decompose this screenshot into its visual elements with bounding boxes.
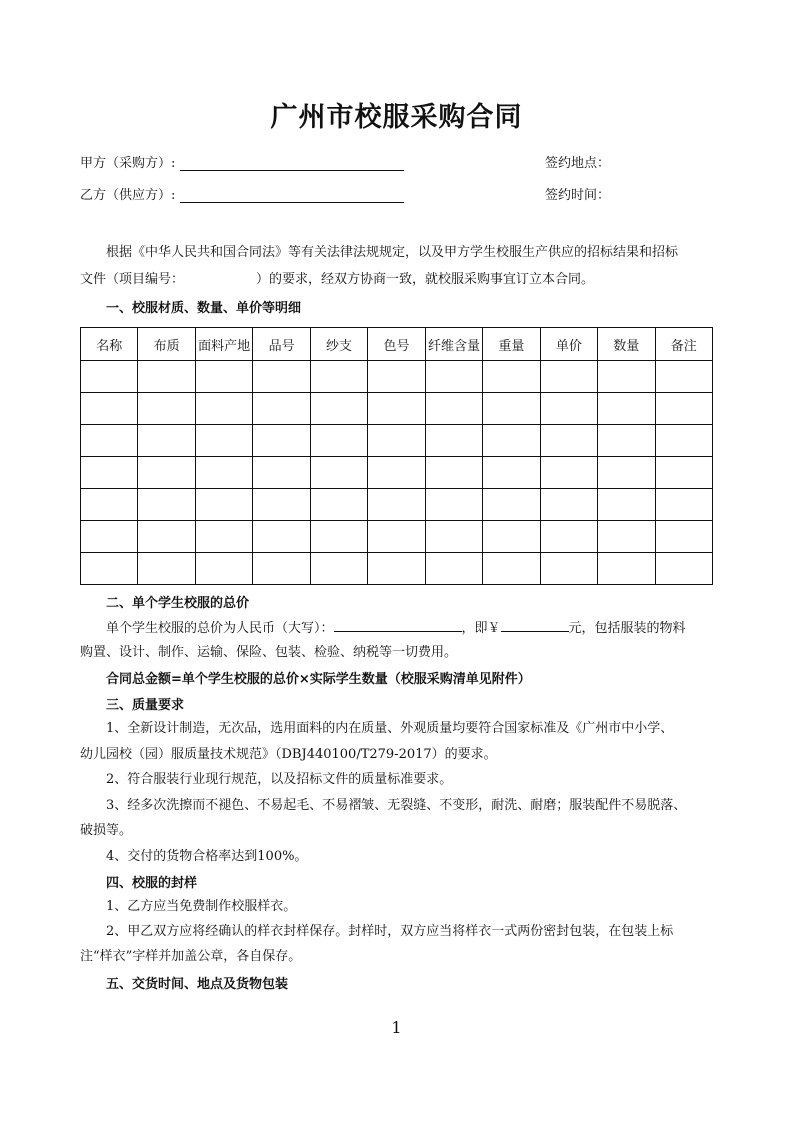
- table-cell[interactable]: [540, 425, 597, 457]
- price-line-1-c: 元，包括服装的物料: [568, 621, 686, 636]
- quality-item-2: 2、符合服装行业现行规范，以及招标文件的质量标准要求。: [106, 772, 453, 787]
- price-line-2: 购置、设计、制作、运输、保险、包装、检验、纳税等一切费用。: [80, 645, 458, 660]
- party-b-blank-line[interactable]: [180, 202, 404, 203]
- table-cell[interactable]: [425, 553, 482, 585]
- table-cell[interactable]: [253, 425, 310, 457]
- page-number: 1: [391, 1018, 402, 1037]
- price-line-1: [106, 617, 686, 639]
- table-cell[interactable]: [483, 393, 540, 425]
- table-cell[interactable]: [540, 521, 597, 553]
- table-cell[interactable]: [138, 553, 195, 585]
- table-row: [81, 361, 713, 393]
- quality-item-1b: 幼儿园校（园）服质量技术规范》（DBJ440100/T279-2017）的要求。: [80, 747, 497, 762]
- section-4-heading: 四、校服的封样: [106, 876, 198, 891]
- table-cell[interactable]: [310, 521, 367, 553]
- party-a-label: 甲方（采购方）:: [80, 156, 176, 171]
- table-cell[interactable]: [655, 457, 712, 489]
- table-cell[interactable]: [138, 521, 195, 553]
- table-cell[interactable]: [81, 361, 138, 393]
- table-cell[interactable]: [483, 553, 540, 585]
- col-header: 纱支: [310, 328, 367, 361]
- party-a-blank-line[interactable]: [180, 170, 404, 171]
- table-cell[interactable]: [195, 553, 252, 585]
- table-cell[interactable]: [540, 393, 597, 425]
- table-cell[interactable]: [195, 457, 252, 489]
- table-cell[interactable]: [425, 521, 482, 553]
- table-cell[interactable]: [598, 361, 655, 393]
- table-header-row: [81, 328, 713, 361]
- table-row: [81, 489, 713, 521]
- quality-item-1a: 1、全新设计制造，无次品，选用面料的内在质量、外观质量均要符合国家标准及《广州市中小学、: [106, 721, 674, 736]
- table-cell[interactable]: [483, 521, 540, 553]
- table-cell[interactable]: [81, 393, 138, 425]
- col-header: 布质: [138, 328, 195, 361]
- table-cell[interactable]: [253, 457, 310, 489]
- table-cell[interactable]: [195, 361, 252, 393]
- table-cell[interactable]: [483, 425, 540, 457]
- table-cell[interactable]: [655, 425, 712, 457]
- section-2-heading: 二、单个学生校服的总价: [106, 596, 250, 611]
- col-header: 色号: [368, 328, 425, 361]
- table-cell[interactable]: [540, 457, 597, 489]
- section-1-heading: 一、校服材质、数量、单价等明细: [106, 301, 302, 316]
- spec-table: [80, 327, 713, 585]
- total-amount-line: 合同总金额=单个学生校服的总价×实际学生数量（校服采购清单见附件）: [106, 672, 531, 687]
- table-cell[interactable]: [253, 393, 310, 425]
- table-cell[interactable]: [598, 425, 655, 457]
- table-cell[interactable]: [425, 425, 482, 457]
- intro-line-2-b: ）的要求，经双方协商一致，就校服采购事宜订立本合同。: [256, 272, 595, 287]
- table-body: [81, 361, 713, 585]
- table-cell[interactable]: [195, 393, 252, 425]
- table-cell[interactable]: [368, 521, 425, 553]
- table-cell[interactable]: [310, 553, 367, 585]
- col-header: 品号: [253, 328, 310, 361]
- table-cell[interactable]: [138, 457, 195, 489]
- section-3-heading: 三、质量要求: [106, 698, 185, 713]
- sample-item-2a: 2、甲乙双方应将经确认的样衣封样保存。封样时，双方应当将样衣一式两份密封包装，在包装上标: [106, 924, 674, 939]
- price-number-blank[interactable]: [501, 617, 569, 632]
- table-cell[interactable]: [81, 425, 138, 457]
- table-cell[interactable]: [368, 553, 425, 585]
- quality-item-3a: 3、经多次洗擦而不褪色、不易起毛、不易褶皱、无裂缝、不变形，耐洗、耐磨；服装配件不易脱落、: [106, 798, 687, 813]
- table-cell[interactable]: [310, 425, 367, 457]
- intro-line-2: [80, 270, 594, 290]
- table-cell[interactable]: [195, 489, 252, 521]
- table-cell[interactable]: [483, 361, 540, 393]
- intro-line-2-a: 文件（项目编号：: [80, 272, 185, 287]
- table-cell[interactable]: [81, 457, 138, 489]
- col-header: 单价: [540, 328, 597, 361]
- col-header: 纤维含量: [425, 328, 482, 361]
- table-cell[interactable]: [310, 361, 367, 393]
- table-cell[interactable]: [655, 393, 712, 425]
- table-cell[interactable]: [138, 489, 195, 521]
- table-cell[interactable]: [81, 489, 138, 521]
- table-cell[interactable]: [253, 361, 310, 393]
- table-cell[interactable]: [598, 457, 655, 489]
- table-cell[interactable]: [310, 457, 367, 489]
- table-cell[interactable]: [540, 553, 597, 585]
- table-cell[interactable]: [598, 489, 655, 521]
- table-cell[interactable]: [655, 489, 712, 521]
- table-cell[interactable]: [368, 393, 425, 425]
- table-cell[interactable]: [598, 553, 655, 585]
- table-cell[interactable]: [655, 361, 712, 393]
- table-cell[interactable]: [540, 489, 597, 521]
- table-row: [81, 521, 713, 553]
- table-cell[interactable]: [253, 521, 310, 553]
- table-cell[interactable]: [138, 425, 195, 457]
- col-header: 备注: [655, 328, 712, 361]
- table-cell[interactable]: [81, 553, 138, 585]
- table-row: [81, 393, 713, 425]
- table-cell[interactable]: [425, 393, 482, 425]
- table-cell[interactable]: [655, 553, 712, 585]
- price-line-1-a: 单个学生校服的总价为人民币（大写）：: [106, 621, 334, 636]
- quality-item-3b: 破损等。: [80, 823, 133, 838]
- table-cell[interactable]: [368, 425, 425, 457]
- price-line-1-b: ，即￥: [461, 621, 501, 636]
- table-cell[interactable]: [483, 489, 540, 521]
- sign-place-label: 签约地点：: [545, 156, 611, 171]
- table-cell[interactable]: [195, 425, 252, 457]
- col-header: 名称: [81, 328, 138, 361]
- table-cell[interactable]: [598, 393, 655, 425]
- table-cell[interactable]: [81, 521, 138, 553]
- table-cell[interactable]: [138, 393, 195, 425]
- table-cell[interactable]: [368, 489, 425, 521]
- table-cell[interactable]: [425, 489, 482, 521]
- table-cell[interactable]: [483, 457, 540, 489]
- col-header: 面料产地: [195, 328, 252, 361]
- col-header: 重量: [483, 328, 540, 361]
- table-cell[interactable]: [310, 489, 367, 521]
- contract-title: 广州市校服采购合同: [270, 102, 523, 133]
- table-cell[interactable]: [655, 521, 712, 553]
- party-b-row: [80, 186, 175, 206]
- sign-time-label: 签约时间：: [545, 188, 611, 203]
- table-cell[interactable]: [310, 393, 367, 425]
- table-cell[interactable]: [368, 361, 425, 393]
- col-header: 数量: [598, 328, 655, 361]
- price-words-blank[interactable]: [334, 617, 462, 632]
- sample-item-2b: 注“样衣”字样并加盖公章，各自保存。: [80, 949, 302, 964]
- section-5-heading: 五、交货时间、地点及货物包装: [106, 977, 289, 992]
- party-a-row: [80, 154, 175, 174]
- table-cell[interactable]: [253, 489, 310, 521]
- table-cell[interactable]: [368, 457, 425, 489]
- sample-item-1: 1、乙方应当免费制作校服样衣。: [106, 899, 297, 914]
- table-cell[interactable]: [540, 361, 597, 393]
- table-cell[interactable]: [425, 457, 482, 489]
- quality-item-4: 4、交付的货物合格率达到100%。: [106, 849, 308, 864]
- table-cell[interactable]: [425, 361, 482, 393]
- table-cell[interactable]: [598, 521, 655, 553]
- party-b-label: 乙方（供应方）:: [80, 188, 176, 203]
- table-cell[interactable]: [138, 361, 195, 393]
- table-cell[interactable]: [253, 553, 310, 585]
- table-cell[interactable]: [195, 521, 252, 553]
- table-row: [81, 553, 713, 585]
- table-row: [81, 457, 713, 489]
- table-row: [81, 425, 713, 457]
- intro-line-1: 根据《中华人民共和国合同法》等有关法律法规规定，以及甲方学生校服生产供应的招标结果和招标: [106, 245, 679, 260]
